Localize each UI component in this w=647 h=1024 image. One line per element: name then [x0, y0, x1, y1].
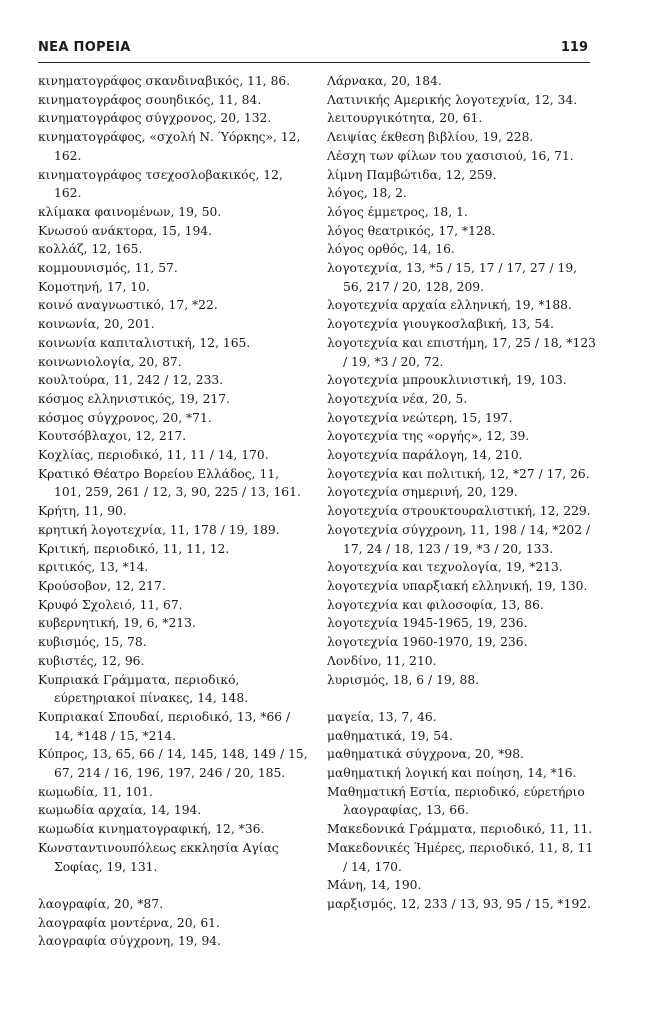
index-block-lambda-a [38, 895, 310, 951]
index-entry: κινηματογράφος σύγχρονος, 20, 132. [38, 111, 272, 126]
index-entry: μαθηματικά σύγχρονα, 20, *98. [327, 747, 524, 762]
index-block-m [327, 708, 599, 914]
index-entry: Μακεδονικές Ήμέρες, περιοδικό, 11, 8, 11 / 14, 170. [327, 840, 594, 874]
index-entry: λίμνη Παμβώτιδα, 12, 259. [327, 167, 497, 182]
running-title: ΝΕΑ ΠΟΡΕΙΑ [38, 40, 131, 55]
index-entry: λαογραφία μοντέρνα, 20, 61. [38, 915, 220, 930]
page-header [38, 34, 590, 63]
page-number: 119 [560, 40, 588, 55]
index-entry: λόγος θεατρικός, 17, *128. [327, 223, 496, 238]
index-entry: κλίμακα φαινομένων, 19, 50. [38, 204, 222, 219]
index-entry: Κυπριακαί Σπουδαί, περιοδικό, 13, *66 / 14, *148 / 15, *214. [38, 709, 291, 743]
index-entry: Κρήτη, 11, 90. [38, 504, 127, 519]
index-entry: λογοτεχνία νεώτερη, 15, 197. [327, 410, 513, 425]
index-entry: λογοτεχνία στρουκτουραλιστική, 12, 229. [327, 504, 591, 519]
index-entry: λογοτεχνία 1960-1970, 19, 236. [327, 635, 528, 650]
index-entry: Κνωσού ανάκτορα, 15, 194. [38, 223, 213, 238]
index-entry: Κρούσοβον, 12, 217. [38, 578, 166, 593]
index-entry: λόγος ορθός, 14, 16. [327, 242, 455, 257]
index-entry: Λατινικής Αμερικής λογοτεχνία, 12, 34. [327, 92, 578, 107]
index-entry: λαογραφία σύγχρονη, 19, 94. [38, 934, 222, 949]
index-entry: λογοτεχνία υπαρξιακή ελληνική, 19, 130. [327, 578, 588, 593]
index-entry: λογοτεχνία και τεχνολογία, 19, *213. [327, 560, 563, 575]
index-entry: κυβισμός, 15, 78. [38, 635, 147, 650]
index-entry: λειτουργικότητα, 20, 61. [327, 111, 483, 126]
index-entry: Λονδίνο, 11, 210. [327, 653, 437, 668]
index-entry: κυβιστές, 12, 96. [38, 653, 145, 668]
index-entry: Κυπριακά Γράμματα, περιοδικό, εύρετηριακοί πίνακες, 14, 148. [38, 672, 249, 706]
index-entry: κοινωνία καπιταλιστική, 12, 165. [38, 335, 251, 350]
index-entry: κυβερνητική, 19, 6, *213. [38, 616, 196, 631]
index-entry: λογοτεχνία και επιστήμη, 17, 25 / 18, *123 / 19, *3 / 20, 72. [327, 335, 596, 369]
index-entry: Κύπρος, 13, 65, 66 / 14, 145, 148, 149 / 15, 67, 214 / 16, 196, 197, 246 / 20, 185. [38, 747, 308, 781]
index-entry: κωμωδία αρχαία, 14, 194. [38, 803, 202, 818]
index-entry: λόγος, 18, 2. [327, 186, 407, 201]
index-entry: μαρξισμός, 12, 233 / 13, 93, 95 / 15, *192. [327, 896, 592, 911]
index-entry: Κουτσόβλαχοι, 12, 217. [38, 429, 187, 444]
index-block-lambda-b [327, 72, 599, 689]
index-entry: Κομοτηνή, 17, 10. [38, 279, 150, 294]
index-entry: Κωνσταντινουπόλεως εκκλησία Αγίας Σοφίας, 19, 131. [38, 840, 279, 874]
index-entry: λογοτεχνία νέα, 20, 5. [327, 391, 468, 406]
index-entry: Λειψίας έκθεση βιβλίου, 19, 228. [327, 130, 534, 145]
index-entry: κινηματογράφος, «σχολή Ν. Ύόρκης», 12, 162. [38, 130, 301, 163]
index-entry: Λάρνακα, 20, 184. [327, 74, 442, 88]
index-entry: λογοτεχνία και φιλοσοφία, 13, 86. [327, 597, 544, 612]
index-entry: κινηματογράφος σκανδιναβικός, 11, 86. [38, 74, 291, 88]
index-entry: κοινωνιολογία, 20, 87. [38, 354, 182, 369]
index-block-k [38, 72, 310, 876]
index-entry: κόσμος σύγχρονος, 20, *71. [38, 410, 212, 425]
index-entry: λογοτεχνία και πολιτική, 12, *27 / 17, 26. [327, 466, 590, 481]
index-entry: Λέσχη των φίλων του χασισιού, 16, 71. [327, 148, 574, 163]
index-entry: Κριτική, περιοδικό, 11, 11, 12. [38, 541, 230, 556]
index-entry: λογοτεχνία σημερινή, 20, 129. [327, 485, 518, 500]
index-entry: Κρυφό Σχολειό, 11, 67. [38, 597, 183, 612]
index-column-right [327, 72, 599, 914]
index-entry: λογοτεχνία παράλογη, 14, 210. [327, 448, 523, 463]
index-entry: κόσμος ελληνιστικός, 19, 217. [38, 391, 230, 406]
index-entry: λογοτεχνία γιουγκοσλαβική, 13, 54. [327, 317, 554, 332]
block-spacer [38, 876, 310, 895]
index-entry: κοινωνία, 20, 201. [38, 317, 155, 332]
index-entry: λόγος έμμετρος, 18, 1. [327, 204, 468, 219]
index-entry: μαθηματική λογική και ποίηση, 14, *16. [327, 766, 577, 780]
index-entry: κινηματογράφος τσεχοσλοβακικός, 12, 162. [38, 167, 283, 201]
index-entry: κομμουνισμός, 11, 57. [38, 261, 178, 276]
index-entry: μαγεία, 13, 7, 46. [327, 709, 437, 724]
index-entry: λογοτεχνία αρχαία ελληνική, 19, *188. [327, 298, 572, 313]
index-entry: Κοχλίας, περιοδικό, 11, 11 / 14, 170. [38, 448, 269, 463]
index-entry: λογοτεχνία σύγχρονη, 11, 198 / 14, *202 / 17, 24 / 18, 123 / 19, *3 / 20, 133. [327, 522, 591, 556]
index-entry: Μακεδονικά Γράμματα, περιοδικό, 11, 11. [327, 822, 593, 837]
index-entry: λογοτεχνία, 13, *5 / 15, 17 / 17, 27 / 19, 56, 217 / 20, 128, 209. [327, 261, 578, 294]
index-entry: λαογραφία, 20, *87. [38, 896, 164, 911]
index-entry: λογοτεχνία μπρουκλινιστική, 19, 103. [327, 373, 567, 388]
index-entry: κινηματογράφος σουηδικός, 11, 84. [38, 92, 262, 107]
block-spacer [327, 689, 599, 708]
index-entry: λυρισμός, 18, 6 / 19, 88. [327, 672, 480, 687]
index-entry: λογοτεχνία της «οργής», 12, 39. [327, 429, 530, 444]
index-entry: κριτικός, 13, *14. [38, 560, 149, 575]
index-entry: λογοτεχνία 1945-1965, 19, 236. [327, 616, 528, 631]
index-entry: κωμωδία, 11, 101. [38, 784, 153, 799]
index-entry: Μάνη, 14, 190. [327, 878, 422, 893]
index-entry: Κρατικό Θέατρο Βορείου Ελλάδος, 11, 101, 259, 261 / 12, 3, 90, 225 / 13, 161. [38, 466, 301, 500]
index-entry: κρητική λογοτεχνία, 11, 178 / 19, 189. [38, 522, 280, 537]
index-entry: κωμωδία κινηματογραφική, 12, *36. [38, 822, 265, 837]
index-entry: μαθηματικά, 19, 54. [327, 728, 453, 743]
index-entry: Μαθηματική Εστία, περιοδικό, εύρετήριο λαογραφίας, 13, 66. [327, 784, 585, 818]
index-entry: κουλτούρα, 11, 242 / 12, 233. [38, 373, 224, 388]
index-entry: κοινό αναγνωστικό, 17, *22. [38, 298, 218, 313]
index-column-left [38, 72, 310, 951]
index-entry: κολλάζ, 12, 165. [38, 242, 143, 257]
